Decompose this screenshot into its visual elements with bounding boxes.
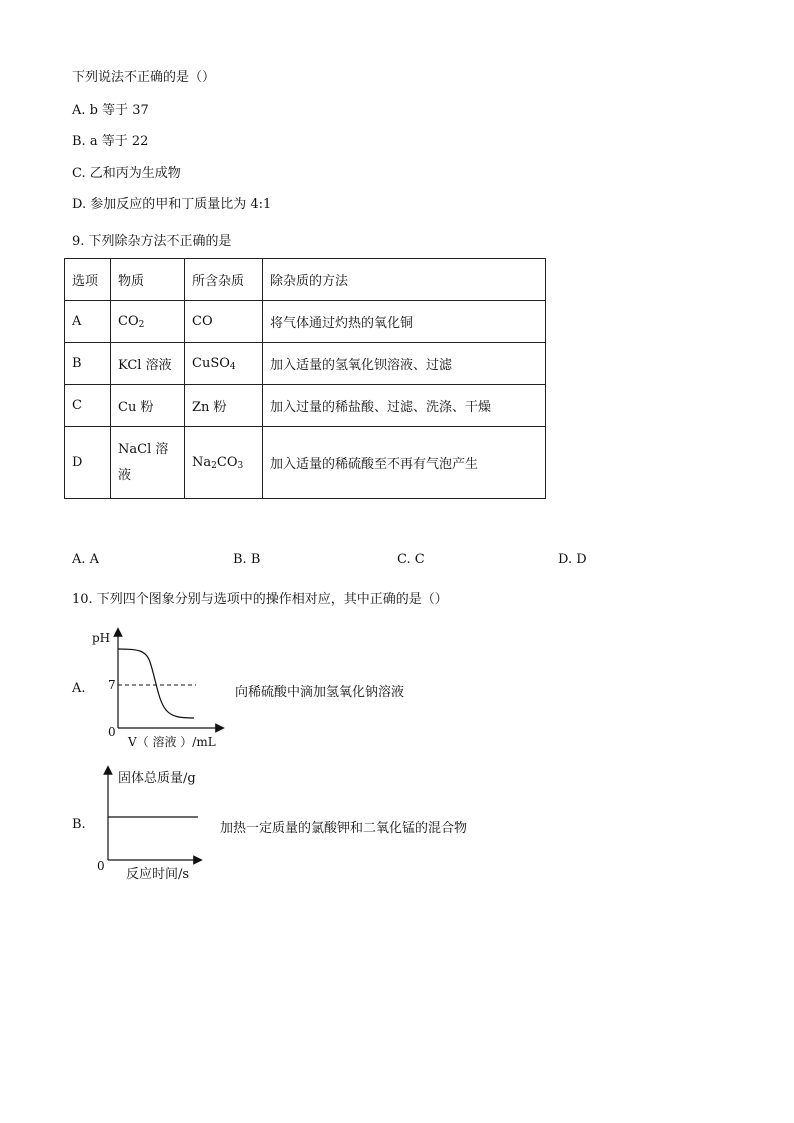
cell-impurity: Zn 粉 bbox=[185, 385, 263, 427]
option-label: B. bbox=[72, 134, 86, 149]
table-row bbox=[65, 301, 546, 343]
cell-impurity: CO bbox=[185, 301, 263, 343]
table-row bbox=[65, 427, 546, 499]
cell-method: 将气体通过灼热的氧化铜 bbox=[263, 301, 546, 343]
cell-substance: NaCl 溶液 bbox=[111, 427, 185, 499]
cell-option: B bbox=[65, 343, 111, 385]
cell-option: A bbox=[65, 301, 111, 343]
option-text: a 等于 22 bbox=[89, 134, 149, 149]
option-text: 参加反应的甲和丁质量比为 4:1 bbox=[90, 197, 272, 212]
graph-a-label: A. bbox=[72, 681, 86, 696]
cell-method: 加入过量的稀盐酸、过滤、洗涤、干燥 bbox=[263, 385, 546, 427]
q9-answer-d: D. D bbox=[558, 552, 587, 567]
y-axis-label: pH bbox=[92, 631, 111, 645]
q10-stem: 10. 下列四个图象分别与选项中的操作相对应，其中正确的是（） bbox=[72, 592, 448, 607]
origin-label: 0 bbox=[97, 859, 105, 873]
q8-option-d bbox=[72, 193, 271, 212]
cell-method: 加入适量的稀硫酸至不再有气泡产生 bbox=[263, 427, 546, 499]
graph-b-label: B. bbox=[72, 817, 86, 832]
option-label: D. bbox=[72, 197, 87, 212]
header-impurity: 所含杂质 bbox=[185, 259, 263, 301]
graph-a-ph-curve bbox=[88, 622, 238, 752]
q8-option-b bbox=[72, 130, 148, 149]
header-option: 选项 bbox=[65, 259, 111, 301]
option-text: b 等于 37 bbox=[89, 103, 149, 118]
q9-answer-a: A. A bbox=[72, 552, 100, 567]
origin-label: 0 bbox=[108, 725, 116, 739]
header-method: 除杂质的方法 bbox=[263, 259, 546, 301]
graph-b-description: 加热一定质量的氯酸钾和二氧化锰的混合物 bbox=[220, 821, 468, 836]
q9-answer-c: C. C bbox=[397, 552, 425, 567]
cell-substance: $CO_2$ bbox=[111, 301, 185, 343]
cell-substance: KCl 溶液 bbox=[111, 343, 185, 385]
cell-impurity: CuSO$_4$ bbox=[185, 343, 263, 385]
y-axis-label: 固体总质量/g bbox=[118, 771, 196, 786]
header-substance: 物质 bbox=[111, 259, 185, 301]
impurity-removal-table bbox=[64, 258, 546, 499]
x-axis-label: V（ 溶液 ）/mL bbox=[128, 735, 216, 749]
cell-option: D bbox=[65, 427, 111, 499]
cell-option: C bbox=[65, 385, 111, 427]
q8-option-c bbox=[72, 162, 181, 181]
table-header-row bbox=[65, 259, 546, 301]
q9-answer-b: B. B bbox=[233, 552, 261, 567]
cell-impurity: $Na_2CO_3$ bbox=[185, 427, 263, 499]
cell-substance: Cu 粉 bbox=[111, 385, 185, 427]
q8-stem: 下列说法不正确的是（） bbox=[72, 70, 216, 85]
x-axis-label: 反应时间/s bbox=[126, 867, 190, 882]
table-row bbox=[65, 343, 546, 385]
table-row bbox=[65, 385, 546, 427]
q8-option-a bbox=[72, 99, 149, 118]
graph-a-description: 向稀硫酸中滴加氢氧化钠溶液 bbox=[235, 685, 405, 700]
cell-method: 加入适量的氢氧化钡溶液、过滤 bbox=[263, 343, 546, 385]
option-label: A. bbox=[72, 103, 86, 118]
option-label: C. bbox=[72, 166, 86, 181]
tick-label-7: 7 bbox=[108, 678, 116, 692]
ph-curve bbox=[118, 649, 194, 718]
q9-stem: 9. 下列除杂方法不正确的是 bbox=[72, 234, 232, 249]
option-text: 乙和丙为生成物 bbox=[89, 166, 181, 181]
